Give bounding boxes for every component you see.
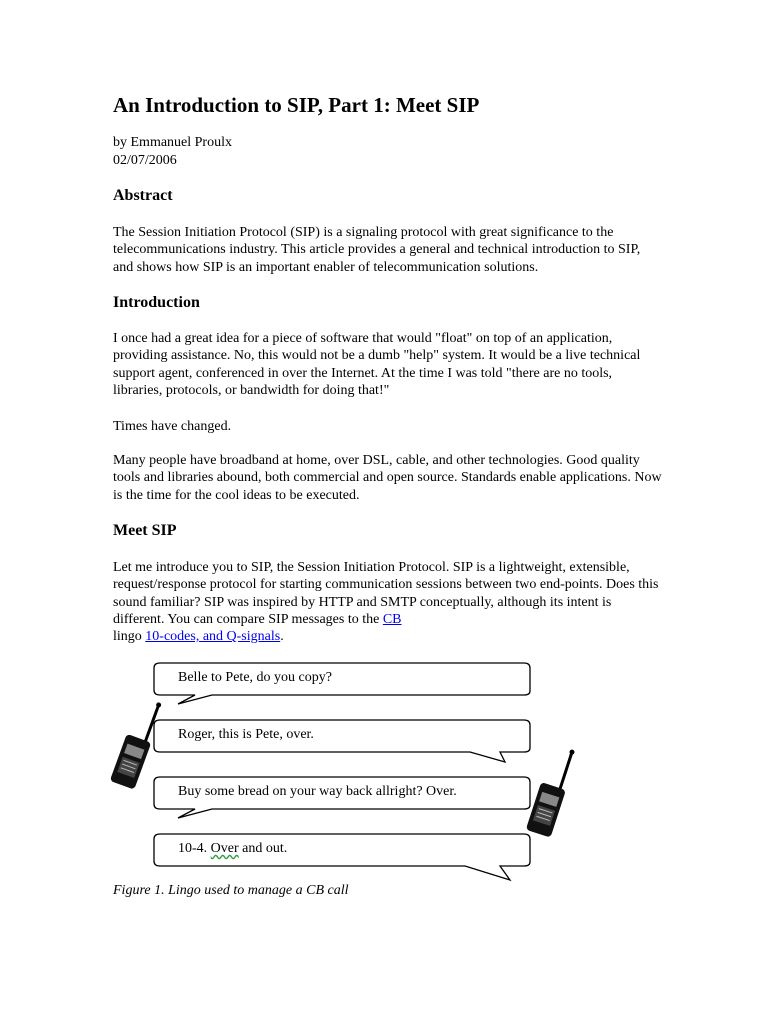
introduction-paragraph-3: Many people have broadband at home, over DSL, cable, and other technologies. Good quality tools and libraries abound, both commercial and open source. Standards enable applications. Now is the time for the cool ideas to be executed. bbox=[113, 453, 662, 503]
introduction-heading: Introduction bbox=[113, 294, 200, 311]
bubble-4-text bbox=[178, 841, 287, 857]
abstract-heading: Abstract bbox=[113, 187, 173, 204]
publish-date: 02/07/2006 bbox=[113, 152, 177, 168]
introduction-paragraph-2: Times have changed. bbox=[113, 419, 232, 434]
figure-caption: Figure 1. Lingo used to manage a CB call bbox=[113, 883, 349, 898]
bubble-4-part-c: and out. bbox=[238, 841, 288, 856]
bubble-4-spellcheck-word: Over bbox=[210, 841, 239, 856]
cb-link[interactable]: CB bbox=[382, 611, 402, 627]
bubble-3-text: Buy some bread on your way back allright? Over. bbox=[178, 784, 457, 799]
bubble-4-part-a: 10-4. bbox=[178, 841, 211, 856]
meet-sip-text: Let me introduce you to SIP, the Session Initiation Protocol. SIP is a lightweight, extensible, request/response protocol for starting communication sessions between two end-points. Does this sound familiar? SIP was inspired by HTTP and SMTP conceptually, although its intent is different. You can compare SIP messages to the bbox=[113, 560, 659, 627]
abstract-paragraph: The Session Initiation Protocol (SIP) is a signaling protocol with great significance to the telecommunications industry. This article provides a general and technical introduction to SIP, and shows how SIP is an important enabler of telecommunication solutions. bbox=[113, 225, 641, 275]
bubble-2-text: Roger, this is Pete, over. bbox=[178, 727, 314, 742]
introduction-paragraph-1: I once had a great idea for a piece of software that would "float" on top of an application, providing assistance. No, this would not be a dumb "help" system. It would be a live technical support agent, conferenced in over the Internet. At the time I was told "there are no tools, libraries, protocols, or bandwidth for doing that!" bbox=[113, 331, 641, 398]
walkie-talkie-right-icon bbox=[526, 744, 579, 838]
ten-codes-link[interactable]: 10-codes, and Q-signals bbox=[145, 629, 281, 645]
author: by Emmanuel Proulx bbox=[113, 135, 232, 150]
meet-sip-heading: Meet SIP bbox=[113, 522, 177, 539]
article-title: An Introduction to SIP, Part 1: Meet SIP bbox=[113, 93, 480, 117]
meet-sip-lingo: lingo bbox=[113, 629, 146, 645]
bubble-1-text: Belle to Pete, do you copy? bbox=[178, 670, 332, 685]
meet-sip-end: . bbox=[280, 629, 284, 645]
